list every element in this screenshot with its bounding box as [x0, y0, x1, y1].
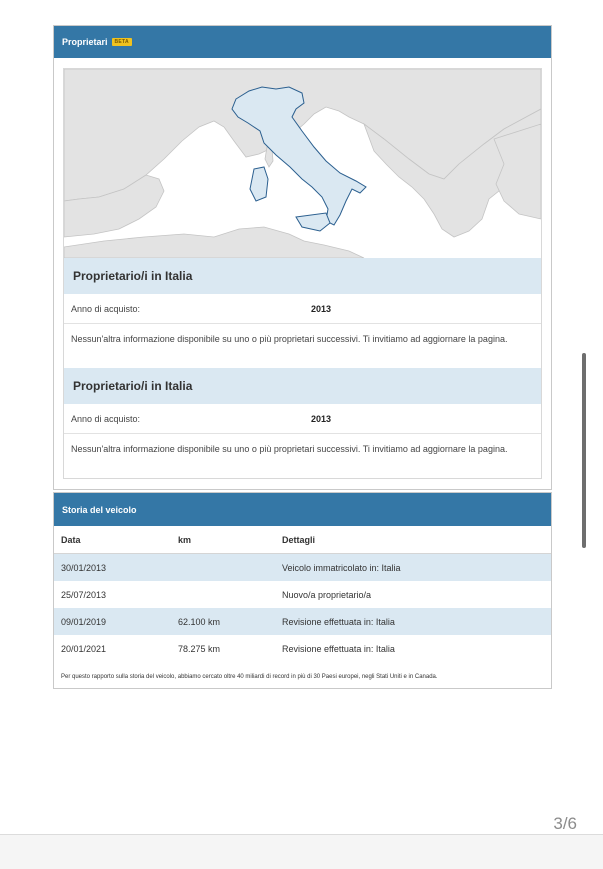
row-detail: Nuovo/a proprietario/a: [282, 589, 372, 600]
row-date: 25/07/2013: [61, 589, 107, 600]
row-km: [178, 554, 282, 582]
owner-1-title: Proprietario/i in Italia: [64, 258, 541, 294]
page-indicator: 3/6: [553, 814, 577, 833]
owner-1-year-label: Anno di acquisto:: [71, 303, 141, 314]
history-card: [53, 492, 552, 689]
history-header-title: Storia del veicolo: [62, 504, 137, 515]
owner-1-note: Nessun'altra informazione disponibile su uno o più proprietari successivi. Ti invitiamo ad aggiornare la pagina.: [71, 334, 508, 344]
row-date: 09/01/2019: [54, 608, 178, 635]
owners-card: [53, 25, 552, 490]
owner-2-note: Nessun'altra informazione disponibile su uno o più proprietari successivi. Ti invitiamo ad aggiornare la pagina.: [71, 444, 508, 454]
owners-header-title: Proprietari: [62, 37, 108, 47]
owner-1-year-value: 2013: [311, 303, 332, 314]
owner-2-year-row: [64, 404, 541, 434]
table-row: [54, 635, 551, 662]
history-table-header-row: [54, 526, 551, 554]
italy-map: [64, 69, 541, 258]
bottom-bar: [0, 835, 603, 869]
table-row: [54, 581, 551, 608]
owner-2-year-value: 2013: [311, 413, 332, 424]
table-row: [54, 608, 551, 635]
column-header-km: km: [178, 526, 282, 554]
row-km: [178, 581, 282, 608]
row-date: 20/01/2021: [61, 643, 107, 654]
owner-2-year-label: Anno di acquisto:: [71, 413, 141, 424]
owner-1-year-row: [64, 294, 541, 324]
column-header-details: Dettagli: [282, 526, 551, 554]
owners-list: [63, 68, 542, 479]
history-header: [54, 493, 551, 526]
row-detail: Revisione effettuata in: Italia: [282, 643, 395, 654]
row-detail: Veicolo immatricolato in: Italia: [282, 554, 551, 582]
row-detail: Revisione effettuata in: Italia: [282, 608, 551, 635]
history-table: [54, 526, 551, 662]
table-row: [54, 554, 551, 582]
row-date: 30/01/2013: [54, 554, 178, 582]
history-footnote: Per questo rapporto sulla storia del veicolo, abbiamo cercato oltre 40 miliardi di record in più di 30 Paesi europei, negli Stati Uniti e in Canada.: [61, 674, 438, 680]
owners-header: [54, 26, 551, 58]
scrollbar-thumb[interactable]: [582, 353, 586, 548]
row-km: 62.100 km: [178, 608, 282, 635]
row-km: 78.275 km: [178, 643, 221, 654]
column-header-date: Data: [54, 526, 178, 554]
owner-2-title: Proprietario/i in Italia: [64, 368, 541, 404]
beta-badge: BETA: [112, 38, 132, 46]
